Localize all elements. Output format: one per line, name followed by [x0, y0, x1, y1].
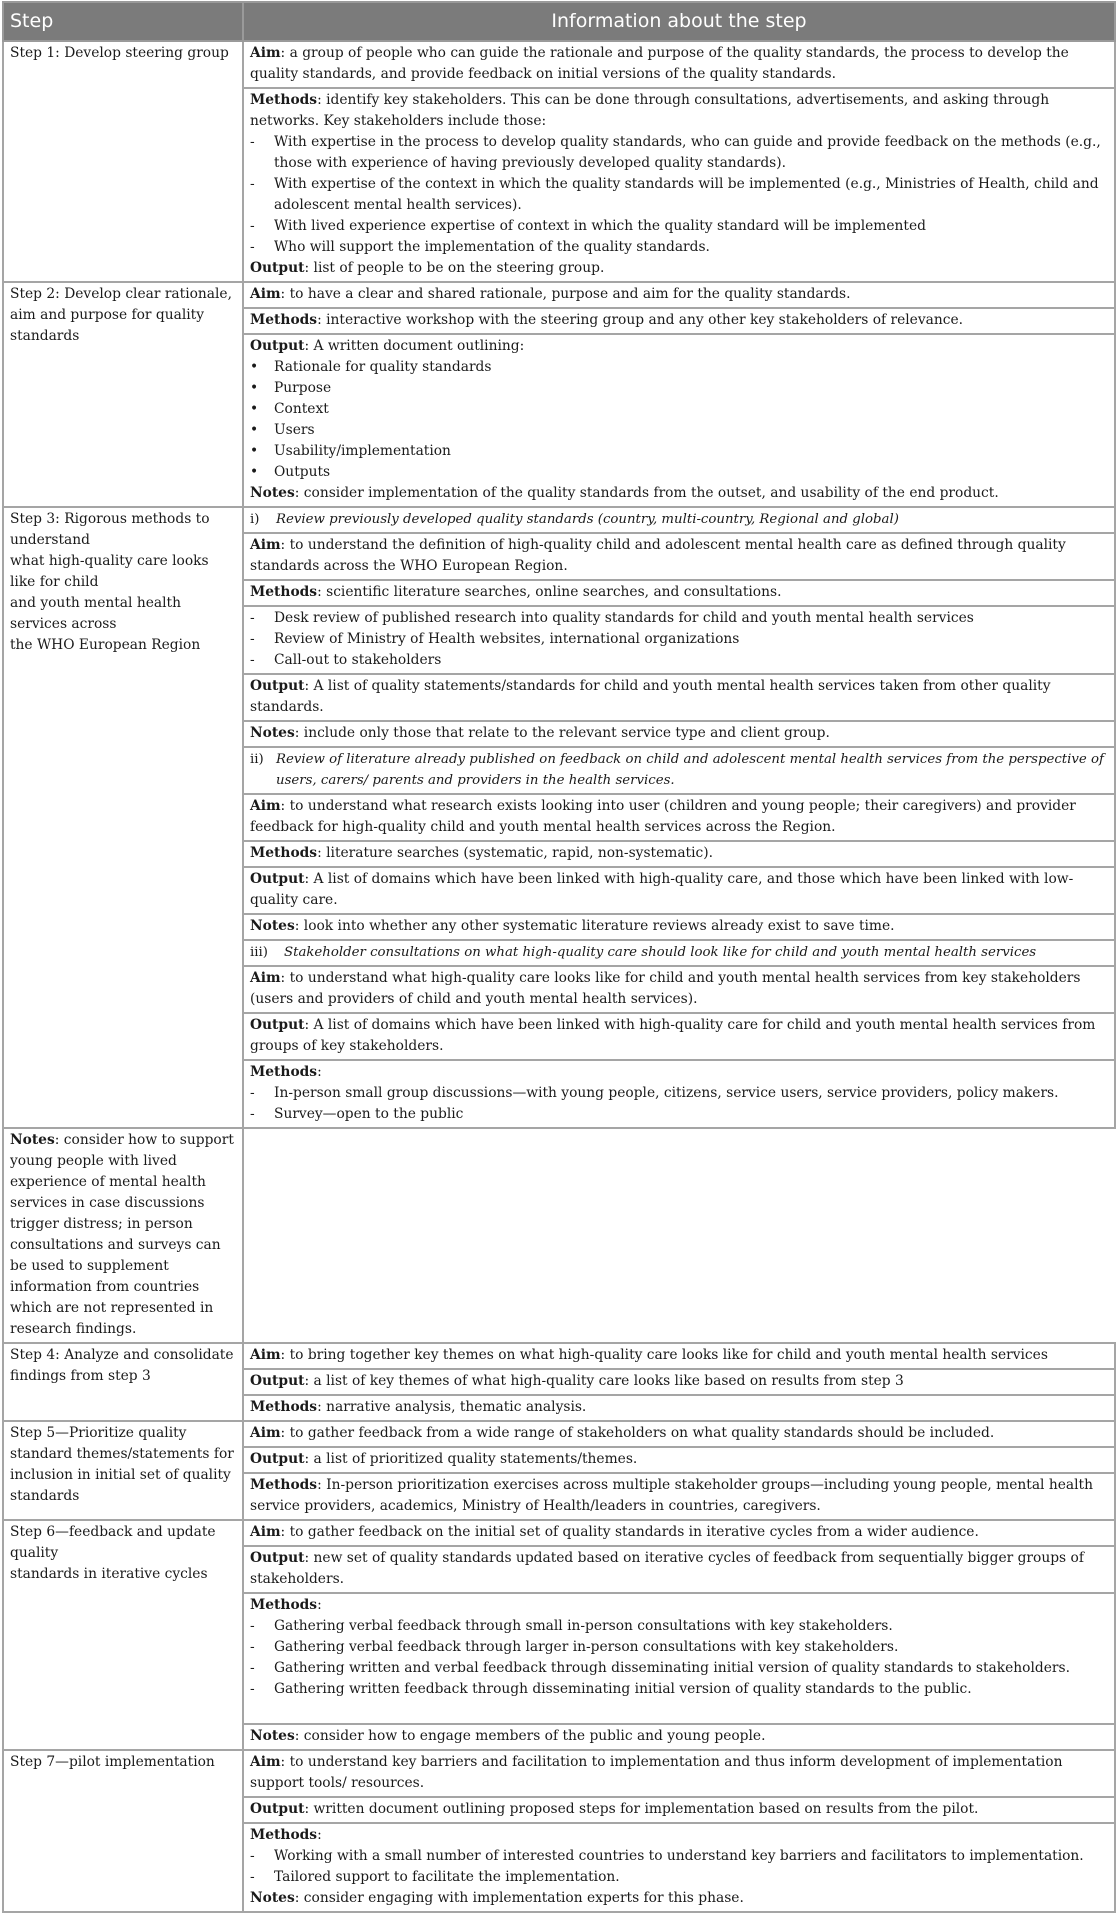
notes-cell: Notes: consider how to engage members of the public and young people. [243, 1724, 1115, 1750]
step-row [3, 41, 1115, 88]
methods-cell: Methods: - Gathering verbal feedback through small in-person consultations with key stakeholders. - Gathering verbal feedback through larger in-person consultations with key stakeholders. - Gathering written and verbal feedback through disseminating initial version of quality standards to stakeholders. - Gathering written feedback through disseminating initial version of quality standards to the public. [243, 1593, 1115, 1724]
list-item: • Purpose [250, 380, 332, 396]
output-cell: Output: A list of quality statements/standards for child and youth mental health services taken from other quality standards. [243, 674, 1115, 721]
output-cell: Output: a list of key themes of what high-quality care looks like based on results from step 3 [243, 1369, 1115, 1395]
step-row [3, 1750, 1115, 1797]
step-name: Step 4: Analyze and consolidate findings from step 3 [3, 1343, 243, 1421]
step-row [3, 282, 1115, 308]
step-name: Step 3: Rigorous methods to understand what high-quality care looks like for child and youth mental health services across the WHO European Region [3, 507, 243, 1128]
list-item: • Rationale for quality standards [250, 359, 492, 375]
steps-table [2, 1, 1116, 1913]
list-item: - Gathering verbal feedback through larger in-person consultations with key stakeholders. [250, 1639, 899, 1655]
output-cell: Output: A list of domains which have been linked with high-quality care for child and youth mental health services from groups of key stakeholders. [243, 1013, 1115, 1060]
output-cell: Output: new set of quality standards updated based on iterative cycles of feedback from sequentially bigger groups of stakeholders. [243, 1546, 1115, 1593]
list-item: - Call-out to stakeholders [250, 652, 442, 668]
step-name: Step 1: Develop steering group [3, 41, 243, 282]
list-item: - Gathering written feedback through disseminating initial version of quality standards to the public. [250, 1681, 972, 1697]
list-item: • Outputs [250, 464, 331, 480]
list-item: - With expertise in the process to develop quality standards, who can guide and provide feedback on the methods (e.g., those with experience of having previously developed quality standards). [250, 134, 1101, 171]
list-item: • Usability/implementation [250, 443, 451, 459]
list-item: • Context [250, 401, 329, 417]
aim-cell: Aim: to have a clear and shared rationale, purpose and aim for the quality standards. [243, 282, 1115, 308]
step-name: Step 6—feedback and update quality standards in iterative cycles [3, 1520, 243, 1750]
aim-cell: Aim: to understand what research exists looking into user (children and young people; their caregivers) and provider feedback for high-quality child and youth mental health services across the Region. [243, 794, 1115, 841]
methods-cell: Methods: - Working with a small number of interested countries to understand key barriers and facilitators to implementation. - Tailored support to facilitate the implementation. Notes: consider engaging with implementation experts for this phase. [243, 1823, 1115, 1912]
list-item: - Tailored support to facilitate the implementation. [250, 1869, 620, 1885]
header-info: Information about the step [243, 2, 1115, 41]
aim-cell: Aim: to gather feedback from a wide range of stakeholders on what quality standards should be included. [243, 1421, 1115, 1447]
output-cell: Output: written document outlining proposed steps for implementation based on results from the pilot. [243, 1797, 1115, 1823]
list-item: - Working with a small number of interested countries to understand key barriers and facilitators to implementation. [250, 1848, 1084, 1864]
header-step: Step [3, 2, 243, 41]
step-name: Step 2: Develop clear rationale, aim and purpose for quality standards [3, 282, 243, 507]
list-item: - Gathering verbal feedback through small in-person consultations with key stakeholders. [250, 1618, 893, 1634]
list-item: • Users [250, 422, 315, 438]
aim-cell: Aim: a group of people who can guide the rationale and purpose of the quality standards, the process to develop the quality standards, and provide feedback on initial versions of the quality standards. [243, 41, 1115, 88]
list-cell [243, 606, 1115, 674]
list-item: - Desk review of published research into quality standards for child and youth mental health services [250, 610, 974, 626]
step-row [3, 507, 1115, 533]
step-name: Step 5—Prioritize quality standard themes/statements for inclusion in initial set of quality standards [3, 1421, 243, 1520]
list-item: - In-person small group discussions—with young people, citizens, service users, service providers, policy makers. [250, 1085, 1059, 1101]
header-row [3, 2, 1115, 41]
aim-cell: Aim: to gather feedback on the initial set of quality standards in iterative cycles from a wider audience. [243, 1520, 1115, 1546]
step-name: Step 7—pilot implementation [3, 1750, 243, 1912]
methods-cell: Methods: literature searches (systematic, rapid, non-systematic). [243, 841, 1115, 867]
list-item: - With expertise of the context in which the quality standards will be implemented (e.g., Ministries of Health, child and adolescent mental health services). [250, 176, 1099, 213]
aim-cell: Aim: to bring together key themes on what high-quality care looks like for child and youth mental health services [243, 1343, 1115, 1369]
list-item: - Gathering written and verbal feedback through disseminating initial version of quality standards to stakeholders. [250, 1660, 1070, 1676]
notes-cell: Notes: consider how to support young people with lived experience of mental health services in case discussions trigger distress; in person consultations and surveys can be used to supplement information from countries which are not represented in research findings. [3, 1128, 243, 1343]
aim-cell: Aim: to understand key barriers and facilitation to implementation and thus inform development of implementation support tools/ resources. [243, 1750, 1115, 1797]
notes-cell: Notes: include only those that relate to the relevant service type and client group. [243, 721, 1115, 747]
methods-cell: Methods: identify key stakeholders. This can be done through consultations, advertisements, and asking through networks. Key stakeholders include those: - With expertise in the process to develop quality standards, who can guide and provide feedback on the methods (e.g., those with experience of having previously developed quality standards). - With expertise of the context in which the quality standards will be implemented (e.g., Ministries of Health, child and adolescent mental health services). - With lived experience expertise of context in which the quality standard will be implemented - Who will support the implementation of the quality standards. Output: list of people to be on the steering group. [243, 88, 1115, 282]
output-cell: Output: a list of prioritized quality statements/themes. [243, 1447, 1115, 1473]
methods-cell: Methods: narrative analysis, thematic analysis. [243, 1395, 1115, 1421]
methods-cell: Methods: - In-person small group discussions—with young people, citizens, service users, service providers, policy makers. - Survey—open to the public [243, 1060, 1115, 1128]
step-row [3, 1520, 1115, 1546]
list-item: - Who will support the implementation of the quality standards. [250, 239, 710, 255]
notes-cell: Notes: look into whether any other systematic literature reviews already exist to save time. [243, 914, 1115, 940]
aim-cell: Aim: to understand the definition of high-quality child and adolescent mental health care as defined through quality standards across the WHO European Region. [243, 533, 1115, 580]
subheading-cell: ii) Review of literature already published on feedback on child and adolescent mental health services from the perspective of users, carers/ parents and providers in the health services. [243, 747, 1115, 794]
subheading-cell: iii) Stakeholder consultations on what high-quality care should look like for child and youth mental health services [243, 940, 1115, 966]
list-item: - With lived experience expertise of context in which the quality standard will be implemented [250, 218, 926, 234]
list-item: - Review of Ministry of Health websites, international organizations [250, 631, 740, 647]
methods-cell: Methods: In-person prioritization exercises across multiple stakeholder groups—including young people, mental health service providers, academics, Ministry of Health/leaders in countries, caregivers. [243, 1473, 1115, 1520]
list-item: - Survey—open to the public [250, 1106, 464, 1122]
subheading-cell: i) Review previously developed quality standards (country, multi-country, Regional and global) [243, 507, 1115, 533]
output-cell: Output: A written document outlining: • Rationale for quality standards • Purpose • Context • Users • Usability/implementation • Outputs Notes: consider implementation of the quality standards from the outset, and usability of the end product. [243, 334, 1115, 507]
step-row [3, 1128, 1115, 1343]
step-row [3, 1421, 1115, 1447]
aim-cell: Aim: to understand what high-quality care looks like for child and youth mental health services from key stakeholders (users and providers of child and youth mental health services). [243, 966, 1115, 1013]
step-row [3, 1343, 1115, 1369]
output-cell: Output: A list of domains which have been linked with high-quality care, and those which have been linked with low-quality care. [243, 867, 1115, 914]
methods-cell: Methods: scientific literature searches, online searches, and consultations. [243, 580, 1115, 606]
methods-cell: Methods: interactive workshop with the steering group and any other key stakeholders of relevance. [243, 308, 1115, 334]
